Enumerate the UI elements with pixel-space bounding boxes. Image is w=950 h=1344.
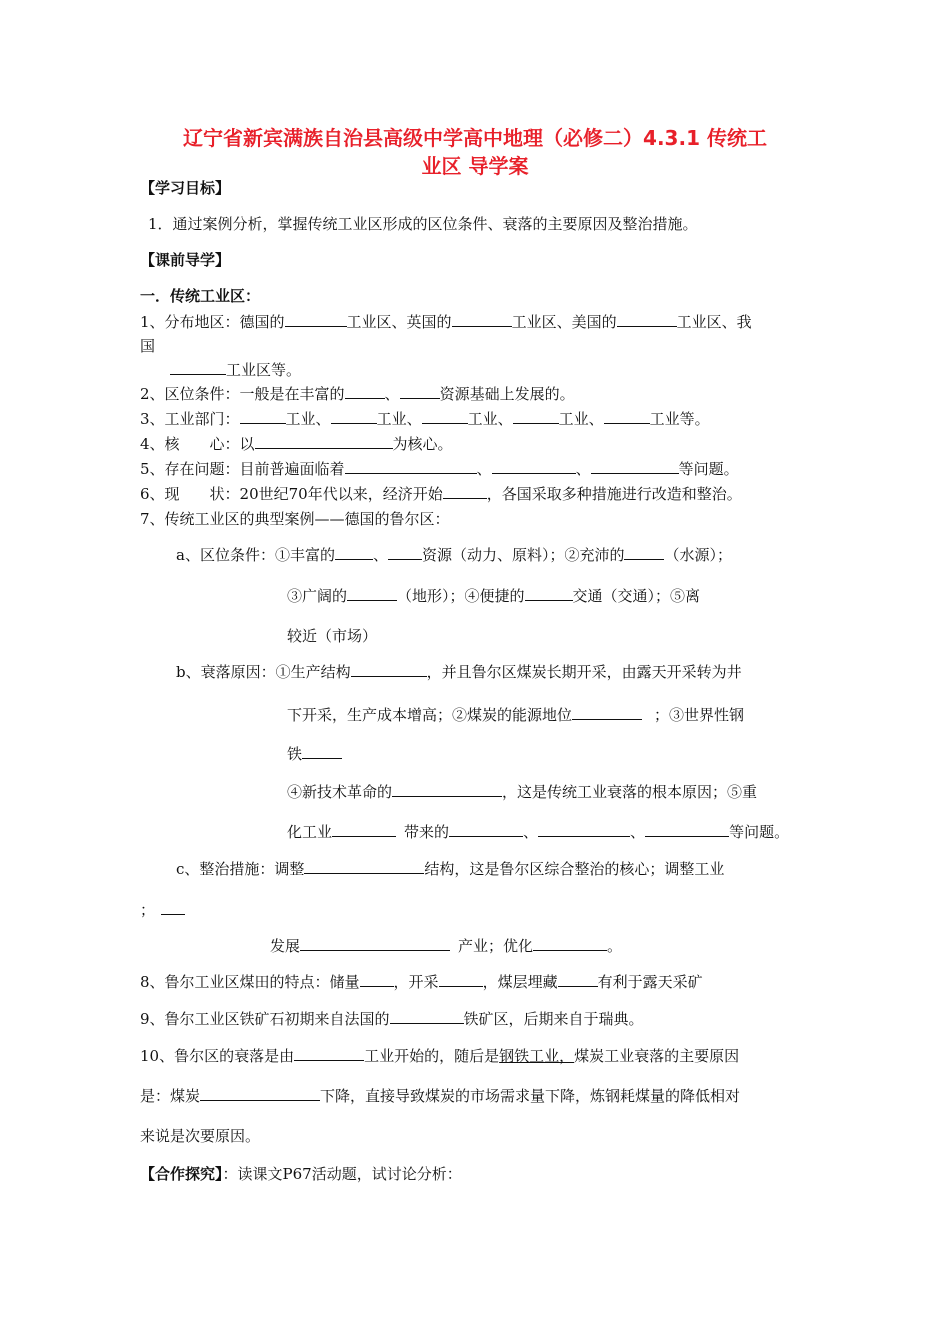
blank[interactable] [390,1009,464,1024]
item-3: 3、工业部门： 工业、 工业、 工业、 工业、 工业等。 [140,410,710,428]
blank[interactable] [617,312,677,327]
item-7b-line-3: 铁 [287,744,342,764]
blank[interactable] [422,409,468,424]
preview-heading: 【课前导学】 [140,251,231,269]
blank[interactable] [538,822,630,837]
item-7a-line-1: a、区位条件：①丰富的 、 资源（动力、原料）；②充沛的 （水源）； [176,546,732,564]
objective-1: 1．通过案例分析，掌握传统工业区形成的区位条件、衰落的主要原因及整治措施。 [148,215,698,233]
blank[interactable] [558,972,598,987]
item-10-line-1: 10、鲁尔区的衰落是由 工业开始的，随后是钢铁工业，煤炭工业衰落的主要原因 [140,1047,740,1065]
blank[interactable] [392,782,502,797]
blank[interactable] [240,409,286,424]
blank[interactable] [572,705,642,720]
blank[interactable] [161,900,185,915]
blank[interactable] [331,409,377,424]
item-2: 2、区位条件：一般是在丰富的 、 资源基础上发展的。 [140,385,575,403]
blank[interactable] [285,312,347,327]
item-10-line-2: 是：煤炭 下降，直接导致煤炭的市场需求量下降，炼钢耗煤量的降低相对 [140,1087,741,1105]
blank[interactable] [345,459,477,474]
item-8: 8、鲁尔工业区煤田的特点：储量 ，开采 ，煤层埋藏 有利于露天采矿 [140,973,703,991]
blank[interactable] [591,459,679,474]
blank[interactable] [304,859,424,874]
objectives-heading: 【学习目标】 [140,179,231,197]
title-line-1: 辽宁省新宾满族自治县高级中学高中地理（必修二）4.3.1 传统工 [183,126,767,150]
cooperate-section: 【合作探究】：读课文P67活动题，试讨论分析： [140,1165,462,1183]
item-1-cont: 国 [140,337,156,355]
item-1: 1、分布地区：德国的 工业区、英国的 工业区、美国的 工业区、我 [140,313,752,331]
blank[interactable] [443,484,487,499]
item-7c-line-2: ； [140,900,185,920]
blank[interactable] [388,545,422,560]
blank[interactable] [302,744,342,759]
item-7b-line-2: 下开采，生产成本增高；②煤炭的能源地位 ；③世界性钢 [287,706,745,724]
blank[interactable] [400,384,440,399]
item-4: 4、核 心：以 为核心。 [140,435,453,453]
document-title [140,124,810,180]
item-1-cont2: 工业区等。 [170,360,301,380]
item-7b-line-4: ④新技术革命的 ，这是传统工业衰落的根本原因；⑤重 [287,783,758,801]
blank[interactable] [533,936,607,951]
item-7b-line-5: 化工业 带来的 、 、 等问题。 [287,823,790,841]
blank[interactable] [439,972,483,987]
blank[interactable] [452,312,512,327]
item-5: 5、存在问题：目前普遍面临着 、 、 等问题。 [140,460,739,478]
item-7c-line-1: c、整治措施：调整 结构，这是鲁尔区综合整治的核心；调整工业 [176,860,725,878]
title-line-2: 业区 导学案 [421,154,529,178]
blank[interactable] [200,1086,320,1101]
blank[interactable] [335,545,373,560]
item-10-line-3: 来说是次要原因。 [140,1127,261,1145]
item-7: 7、传统工业区的典型案例——德国的鲁尔区： [140,510,450,528]
item-7a-line-2: ③广阔的 （地形）；④便捷的 交通（交通）；⑤离 [287,587,701,605]
item-7a-line-3: 较近（市场） [287,627,378,645]
blank[interactable] [525,586,573,601]
blank[interactable] [294,1046,364,1061]
blank[interactable] [347,586,397,601]
blank[interactable] [360,972,394,987]
blank[interactable] [604,409,650,424]
item-6: 6、现 状：20世纪70年代以来，经济开始 ，各国采取多种措施进行改造和整治。 [140,485,742,503]
blank[interactable] [513,409,559,424]
blank[interactable] [351,662,427,677]
blank[interactable] [332,822,396,837]
blank[interactable] [624,545,664,560]
blank[interactable] [449,822,523,837]
blank[interactable] [645,822,729,837]
blank[interactable] [255,434,393,449]
blank[interactable] [300,936,450,951]
item-7b-line-1: b、衰落原因：①生产结构 ，并且鲁尔区煤炭长期开采，由露天开采转为井 [176,663,742,681]
blank[interactable] [170,360,226,375]
blank[interactable] [345,384,385,399]
item-9: 9、鲁尔工业区铁矿石初期来自法国的 铁矿区，后期来自于瑞典。 [140,1010,644,1028]
blank[interactable] [492,459,576,474]
item-7c-line-3: 发展 产业；优化 。 [270,937,623,955]
part1-heading: 一．传统工业区： [140,287,261,305]
